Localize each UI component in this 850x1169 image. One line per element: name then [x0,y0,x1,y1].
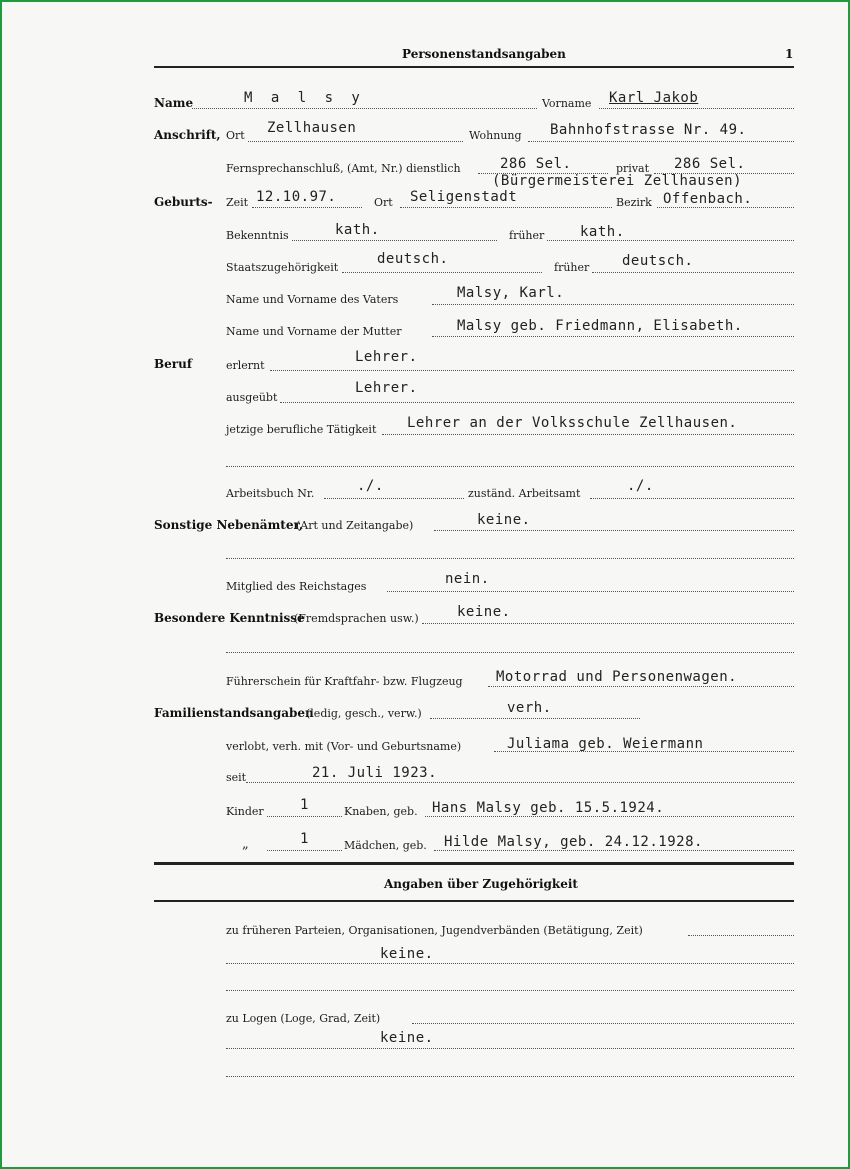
knaben-value: Hans Malsy geb. 15.5.1924. [432,800,665,816]
parteien-line-2 [226,963,794,964]
arbeitsamt-value: ./. [627,478,654,494]
vater-label: Name und Vorname des Vaters [226,293,399,306]
parteien-line-3 [226,990,794,991]
bezirk-line [657,207,794,208]
fuehrerschein-label: Führerschein für Kraftfahr- bzw. Flugzeug [226,675,463,688]
taetigkeit-label: jetzige berufliche Tätigkeit [226,423,377,436]
vater-value: Malsy, Karl. [457,285,565,301]
taetigkeit-line [382,434,794,435]
fuehrerschein-line [488,686,794,687]
ausgeuebt-value: Lehrer. [355,380,418,396]
seit-line [246,782,794,783]
bekenntnis-frueher-line [547,240,794,241]
fuehrerschein-value: Motorrad und Personenwagen. [496,669,738,685]
bekenntnis-line [292,240,497,241]
staat-value: deutsch. [377,251,449,267]
maedchen-line [434,850,794,851]
verlobt-value: Juliama geb. Weiermann [507,736,704,752]
name-value: M a l s y [244,90,365,106]
page-number: 1 [785,47,794,61]
beruf-label: Beruf [154,357,192,371]
logen-line [412,1023,794,1024]
kinder-label: Kinder [226,805,264,818]
mutter-value: Malsy geb. Friedmann, Elisabeth. [457,318,743,334]
arbeitsbuch-line [324,498,464,499]
familie-line [430,718,640,719]
parteien-label: zu früheren Parteien, Organisationen, Jugendverbänden (Betätigung, Zeit) [226,924,643,937]
logen-value: keine. [380,1030,434,1046]
ditto-mark: „ [242,837,249,852]
parteien-line [688,935,794,936]
erlernt-line [270,370,794,371]
page-title: Personenstandsangaben [402,47,566,61]
reichstag-label: Mitglied des Reichstages [226,580,367,593]
nebenaemter-value: keine. [477,512,531,528]
taetigkeit-value: Lehrer an der Volksschule Zellhausen. [407,415,738,431]
anschrift-ort-label: Ort [226,129,245,142]
taetigkeit-line-2 [226,466,794,467]
maedchen-label: Mädchen, geb. [344,839,427,852]
knaben-label: Knaben, geb. [344,805,418,818]
erlernt-label: erlernt [226,359,265,372]
staat-frueher-line [592,272,794,273]
mutter-line [432,336,794,337]
logen-line-3 [226,1076,794,1077]
logen-label: zu Logen (Loge, Grad, Zeit) [226,1012,381,1025]
arbeitsbuch-value: ./. [357,478,384,494]
bekenntnis-label: Bekenntnis [226,229,289,242]
fernsprech-privat-label: privat [616,162,650,175]
bezirk-value: Offenbach. [663,191,753,207]
anschrift-ort-line [248,141,463,142]
ausgeuebt-line [280,402,794,403]
bekenntnis-frueher-label: früher [509,229,545,242]
nebenaemter-sub: (Art und Zeitangabe) [296,519,414,532]
name-label: Name [154,96,194,110]
familie-label: Familienstandsangaben [154,706,314,720]
kenntnisse-sub: (Fremdsprachen usw.) [294,612,419,625]
staat-line [342,272,542,273]
mutter-label: Name und Vorname der Mutter [226,325,402,338]
fernsprech-note: (Bürgermeisterei Zellhausen) [492,173,743,189]
geburt-zeit-label: Zeit [226,196,249,209]
vorname-label: Vorname [542,97,592,110]
ausgeuebt-label: ausgeübt [226,391,278,404]
geburt-zeit-line [252,207,362,208]
nebenaemter-line-2 [226,558,794,559]
bezirk-label: Bezirk [616,196,652,209]
wohnung-value: Bahnhofstrasse Nr. 49. [550,122,747,138]
knaben-count-line [267,816,342,817]
header-rule [154,66,794,68]
staat-label: Staatszugehörigkeit [226,261,339,274]
section2-title: Angaben über Zugehörigkeit [384,877,578,891]
anschrift-ort-value: Zellhausen [267,120,357,136]
maedchen-value: Hilde Malsy, geb. 24.12.1928. [444,834,703,850]
kenntnisse-value: keine. [457,604,511,620]
erlernt-value: Lehrer. [355,349,418,365]
bekenntnis-value: kath. [335,222,380,238]
kenntnisse-line [422,623,794,624]
geburt-ort-label: Ort [374,196,393,209]
vorname-value: Karl Jakob [609,90,699,106]
section-rule-bottom [154,900,794,902]
arbeitsbuch-label: Arbeitsbuch Nr. [226,487,315,500]
reichstag-line [387,591,794,592]
nebenaemter-label: Sonstige Nebenämter, [154,518,304,532]
maedchen-count-line [267,850,342,851]
kenntnisse-label: Besondere Kenntnisse [154,611,305,625]
anschrift-label: Anschrift, [154,128,221,142]
name-line [192,108,537,109]
wohnung-line [528,141,794,142]
verlobt-label: verlobt, verh. mit (Vor- und Geburtsname) [226,740,462,753]
familie-value: verh. [507,700,552,716]
maedchen-count: 1 [300,831,309,847]
parteien-value: keine. [380,946,434,962]
logen-line-2 [226,1048,794,1049]
knaben-count: 1 [300,797,309,813]
arbeitsamt-label: zuständ. Arbeitsamt [468,487,581,500]
knaben-line [425,816,794,817]
fernsprech-privat-value: 286 Sel. [674,156,746,172]
familie-sub: (ledig, gesch., verw.) [306,707,422,720]
geburt-zeit-value: 12.10.97. [256,189,337,205]
nebenaemter-line [434,530,794,531]
vater-line [432,304,794,305]
section-rule-top [154,862,794,865]
geburt-label: Geburts- [154,195,213,209]
bekenntnis-frueher-value: kath. [580,224,625,240]
kenntnisse-line-2 [226,652,794,653]
fernsprech-dienstlich-value: 286 Sel. [500,156,572,172]
vorname-line [599,108,794,109]
staat-frueher-label: früher [554,261,590,274]
staat-frueher-value: deutsch. [622,253,694,269]
reichstag-value: nein. [445,571,490,587]
arbeitsamt-line [590,498,794,499]
seit-value: 21. Juli 1923. [312,765,438,781]
geburt-ort-line [400,207,612,208]
geburt-ort-value: Seligenstadt [410,189,518,205]
wohnung-label: Wohnung [469,129,522,142]
fernsprech-label: Fernsprechanschluß, (Amt, Nr.) dienstlich [226,162,461,175]
seit-label: seit [226,771,247,784]
